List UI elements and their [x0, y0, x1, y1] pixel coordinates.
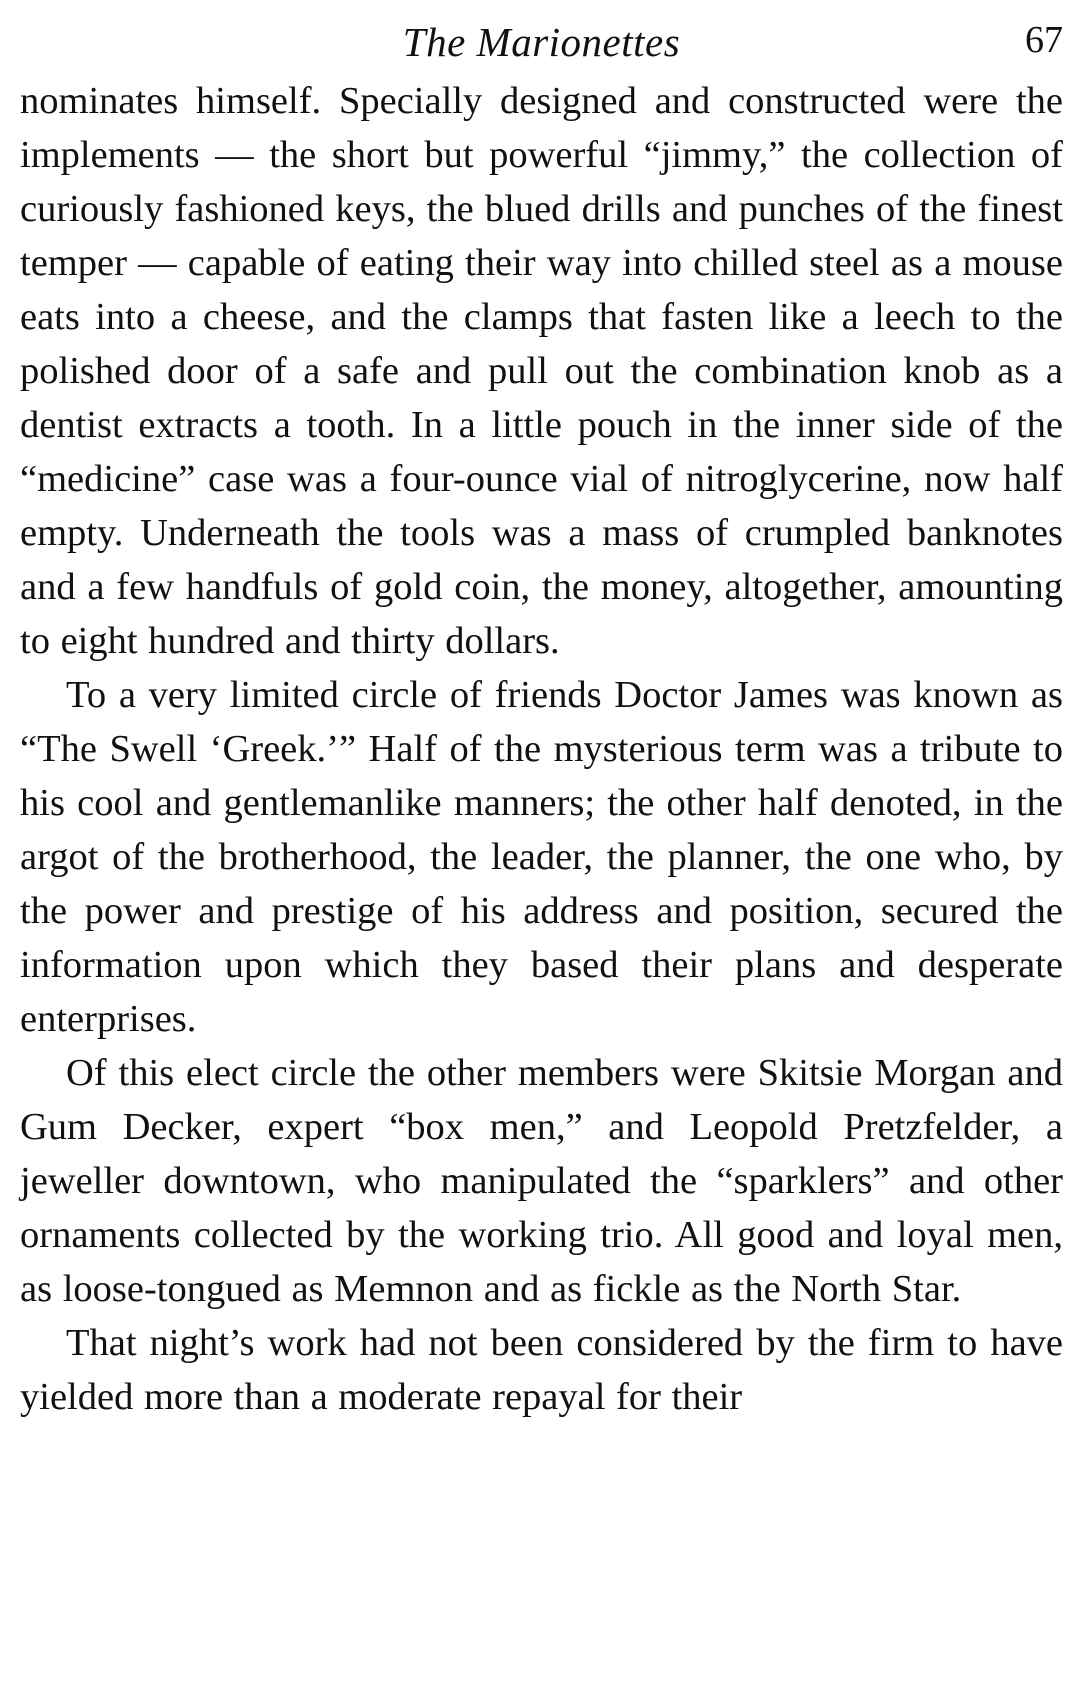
book-page [20, 14, 1063, 1424]
paragraph: That night’s work had not been considered by the firm to have yielded more than a moderate repayal for their [20, 1322, 1063, 1418]
paragraph-continued: nominates himself. Specially designed and constructed were the implements — the short but powerful “jimmy,” the collection of curiously fashioned keys, the blued drills and punches of the finest temper — capable of eating their way into chilled steel as a mouse eats into a cheese, and the clamps that fasten like a leech to the polished door of a safe and pull out the combination knob as a dentist extracts a tooth. In a little pouch in the inner side of the “medicine” case was a four-ounce vial of nitroglycerine, now half empty. Underneath the tools was a mass of crumpled banknotes and a few handfuls of gold coin, the money, altogether, amounting to eight hundred and thirty dollars. [20, 80, 1063, 662]
paragraph: To a very limited circle of friends Doctor James was known as “The Swell ‘Greek.’” Half of the mysterious term was a tribute to his cool and gentlemanlike manners; the other half denoted, in the argot of the brotherhood, the leader, the planner, the one who, by the power and prestige of his address and position, secured the information upon which they based their plans and desperate enterprises. [20, 674, 1063, 1040]
page-number: 67 [1025, 19, 1063, 61]
running-title: The Marionettes [402, 19, 681, 65]
body-text [20, 74, 1063, 1424]
running-head [20, 14, 1063, 74]
paragraph: Of this elect circle the other members were Skitsie Morgan and Gum Decker, expert “box men,” and Leopold Pretzfelder, a jeweller downtown, who manipulated the “sparklers” and other ornaments collected by the working trio. All good and loyal men, as loose-tongued as Memnon and as fickle as the North Star. [20, 1052, 1063, 1310]
